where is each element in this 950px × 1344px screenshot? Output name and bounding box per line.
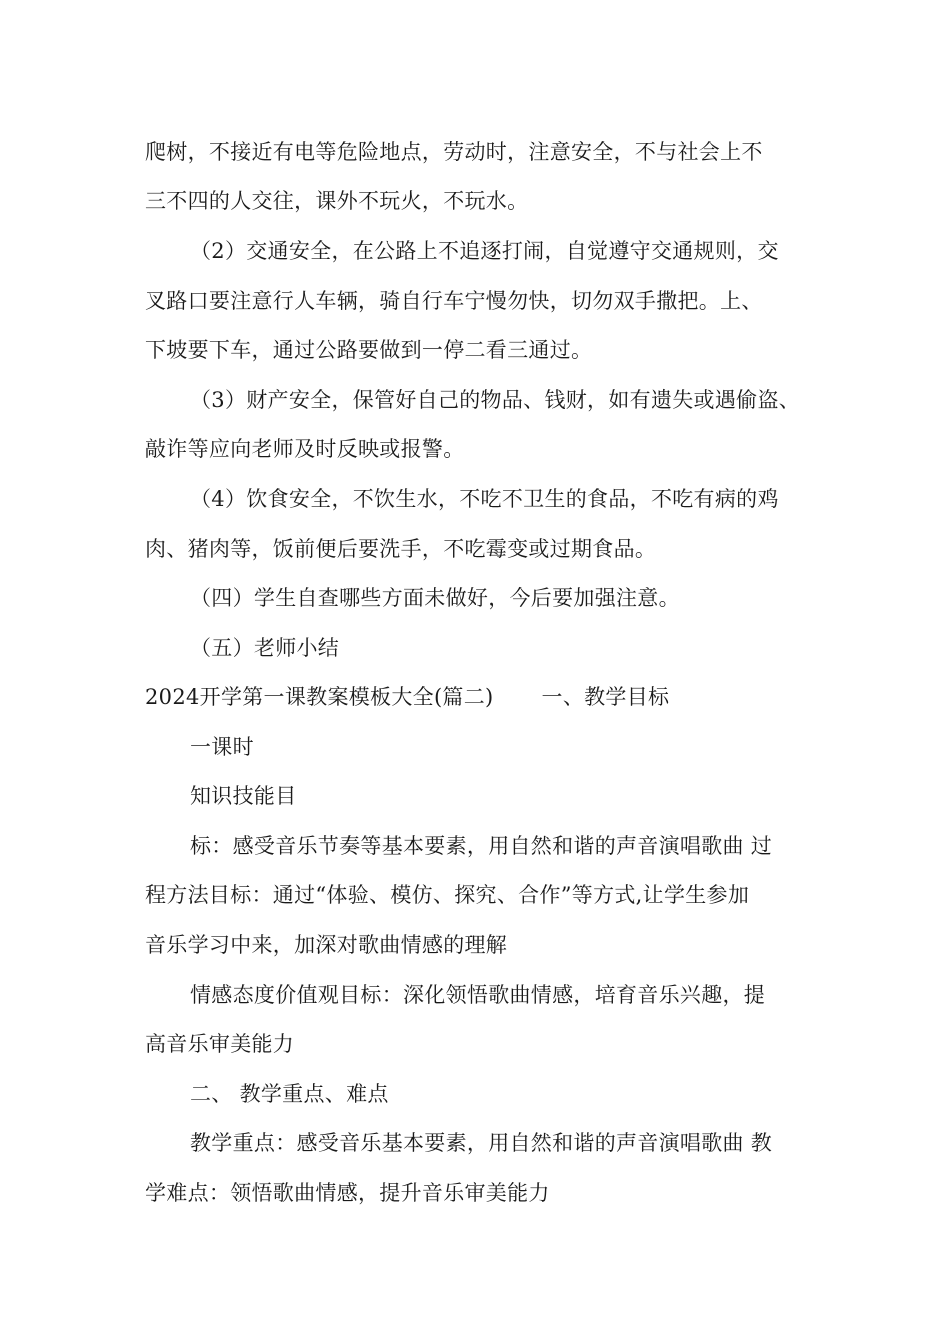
text-line: 一课时 [190, 735, 254, 759]
section-heading-line [145, 682, 835, 712]
text-line: 二、 教学重点、难点 [190, 1082, 389, 1106]
text-line: （2）交通安全，在公路上不追逐打闹，自觉遵守交通规则，交 [190, 239, 779, 263]
text-line: 学难点：领悟歌曲情感，提升音乐审美能力 [145, 1181, 550, 1205]
text-line: 知识技能目 [190, 784, 297, 808]
text-line: 三不四的人交往，课外不玩火，不玩水。 [145, 189, 529, 213]
text-line: 标：感受音乐节奏等基本要素，用自然和谐的声音演唱歌曲 过 [190, 834, 773, 858]
section-title: 2024开学第一课教案模板大全(篇二) [145, 685, 494, 709]
text-line: 敲诈等应向老师及时反映或报警。 [145, 437, 465, 461]
text-line: 情感态度价值观目标：深化领悟歌曲情感，培育音乐兴趣，提 [190, 983, 766, 1007]
text-line: 高音乐审美能力 [145, 1032, 295, 1056]
text-line: 叉路口要注意行人车辆，骑自行车宁慢勿快，切勿双手撒把。上、 [145, 289, 763, 313]
text-line: （3）财产安全，保管好自己的物品、钱财，如有遗失或遇偷盗、 [190, 388, 801, 412]
text-line: 教学重点：感受音乐基本要素，用自然和谐的声音演唱歌曲 教 [190, 1131, 773, 1155]
text-line: （五）老师小结 [190, 636, 340, 660]
text-line: （四）学生自查哪些方面未做好，今后要加强注意。 [190, 586, 680, 610]
text-line: 音乐学习中来，加深对歌曲情感的理解 [145, 933, 508, 957]
text-line: （4）饮食安全，不饮生水，不吃不卫生的食品，不吃有病的鸡 [190, 487, 779, 511]
text-line: 下坡要下车，通过公路要做到一停二看三通过。 [145, 338, 593, 362]
text-line: 肉、猪肉等，饭前便后要洗手，不吃霉变或过期食品。 [145, 537, 657, 561]
section-subheading: 一、教学目标 [541, 685, 670, 709]
text-line: 爬树，不接近有电等危险地点，劳动时，注意安全，不与社会上不 [145, 140, 763, 164]
text-line: 程方法目标：通过“体验、模仿、探究、合作”等方式,让学生参加 [145, 883, 750, 907]
